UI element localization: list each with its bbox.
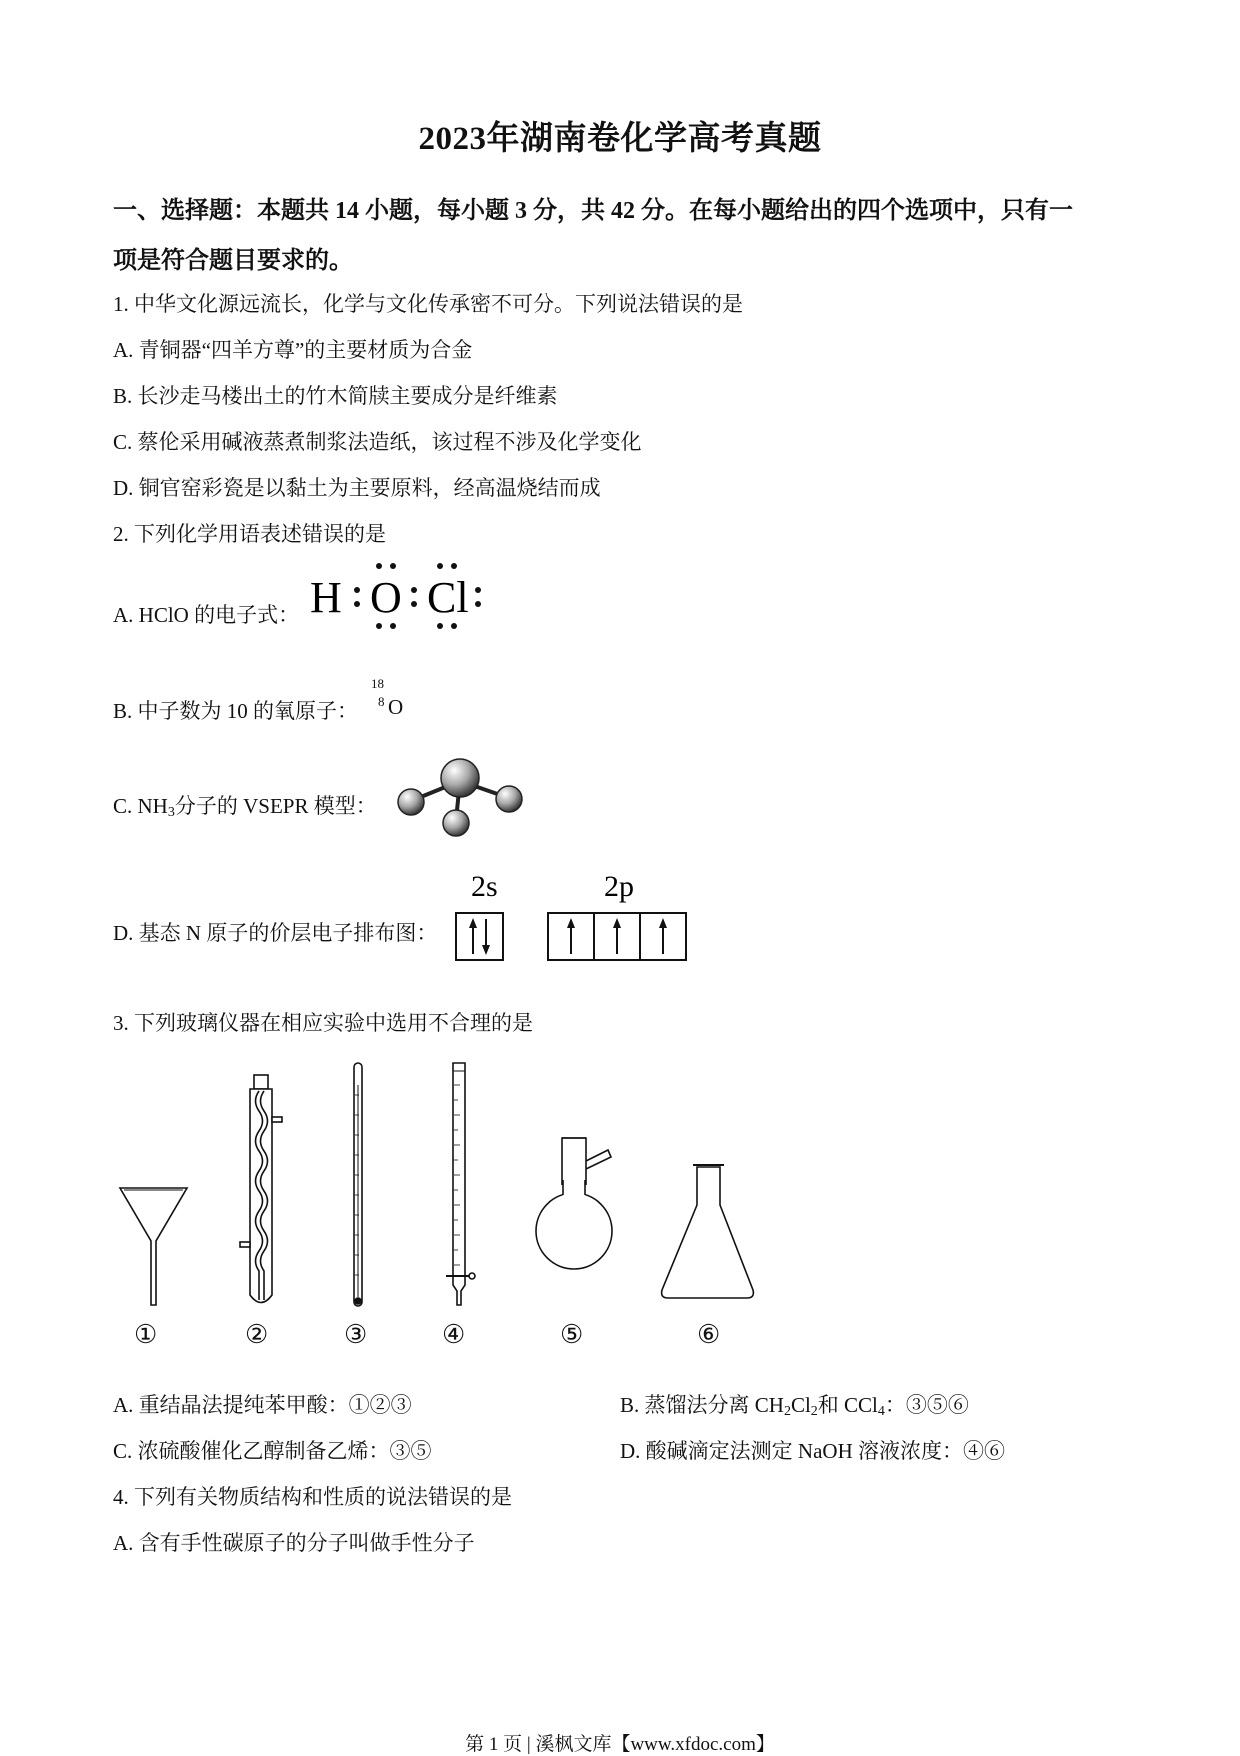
q3-option-a: A. 重结晶法提纯苯甲酸：①②③	[113, 1393, 412, 1417]
condenser-icon	[240, 1075, 282, 1303]
q3-stem: 3. 下列玻璃仪器在相应实验中选用不合理的是	[113, 1011, 533, 1035]
thermometer-icon	[354, 1063, 362, 1306]
funnel-icon	[120, 1188, 187, 1305]
apparatus-label-2: ②	[245, 1320, 269, 1349]
distillation-flask-icon	[536, 1138, 612, 1269]
nuclide-atomic-number: 8	[378, 694, 385, 709]
n-valence-orbital-diagram	[455, 866, 705, 962]
q2-option-d-label: D. 基态 N 原子的价层电子排布图：	[113, 921, 438, 945]
atom-h: H	[310, 573, 342, 622]
section-heading-line2: 项是符合题目要求的。	[113, 248, 353, 274]
q2-option-c-label: C. $NH_3$分子的 VSEPR 模型：	[113, 794, 377, 820]
q4-option-a: A. 含有手性碳原子的分子叫做手性分子	[113, 1531, 475, 1555]
nuclide-symbol: O	[388, 695, 404, 719]
page-title: 2023年湖南卷化学高考真题	[418, 121, 822, 157]
q2-stem: 2. 下列化学用语表述错误的是	[113, 522, 386, 546]
burette-icon	[446, 1063, 475, 1305]
apparatus-label-4: ④	[442, 1320, 466, 1349]
q1-option-d: D. 铜官窑彩瓷是以黏土为主要原料，经高温烧结而成	[113, 476, 601, 500]
label-2s: 2s	[471, 870, 498, 903]
glassware-figure	[100, 1045, 780, 1355]
q1-option-c: C. 蔡伦采用碱液蒸煮制浆法造纸，该过程不涉及化学变化	[113, 430, 642, 454]
nh3-vsepr-model	[392, 756, 532, 840]
conical-flask-icon	[662, 1165, 754, 1298]
q3-option-b: B. 蒸馏法分离 $CH_2Cl_2$和 CCl$_4$：③⑤⑥	[620, 1393, 969, 1419]
hclo-electron-dot-formula	[300, 560, 500, 632]
q1-stem: 1. 中华文化源远流长，化学与文化传承密不可分。下列说法错误的是	[113, 292, 743, 316]
page-footer: 第 1 页 | 溪枫文库【www.xfdoc.com】	[465, 1734, 775, 1755]
q3-option-c: C. 浓硫酸催化乙醇制备乙烯：③⑤	[113, 1439, 432, 1463]
nuclide-mass-number: 18	[371, 676, 384, 691]
apparatus-label-3: ③	[344, 1320, 368, 1349]
apparatus-label-1: ①	[134, 1320, 158, 1349]
apparatus-label-6: ⑥	[697, 1320, 721, 1349]
section-heading-line1: 一、选择题：本题共 14 小题，每小题 3 分，共 42 分。在每小题给出的四个选项中，只有一	[113, 198, 1073, 224]
atom-o: O	[370, 573, 402, 622]
q3-option-d: D. 酸碱滴定法测定 NaOH 溶液浓度：④⑥	[620, 1439, 1005, 1463]
q2-option-b-label: B. 中子数为 10 的氧原子：	[113, 699, 359, 723]
atom-cl: Cl	[427, 573, 469, 622]
apparatus-label-5: ⑤	[560, 1320, 584, 1349]
q4-stem: 4. 下列有关物质结构和性质的说法错误的是	[113, 1485, 512, 1509]
q1-option-a: A. 青铜器“四羊方尊”的主要材质为合金	[113, 338, 473, 362]
q1-option-b: B. 长沙走马楼出土的竹木简牍主要成分是纤维素	[113, 384, 558, 408]
q2-option-a-label: A. HClO 的电子式：	[113, 603, 300, 627]
label-2p: 2p	[604, 870, 634, 903]
